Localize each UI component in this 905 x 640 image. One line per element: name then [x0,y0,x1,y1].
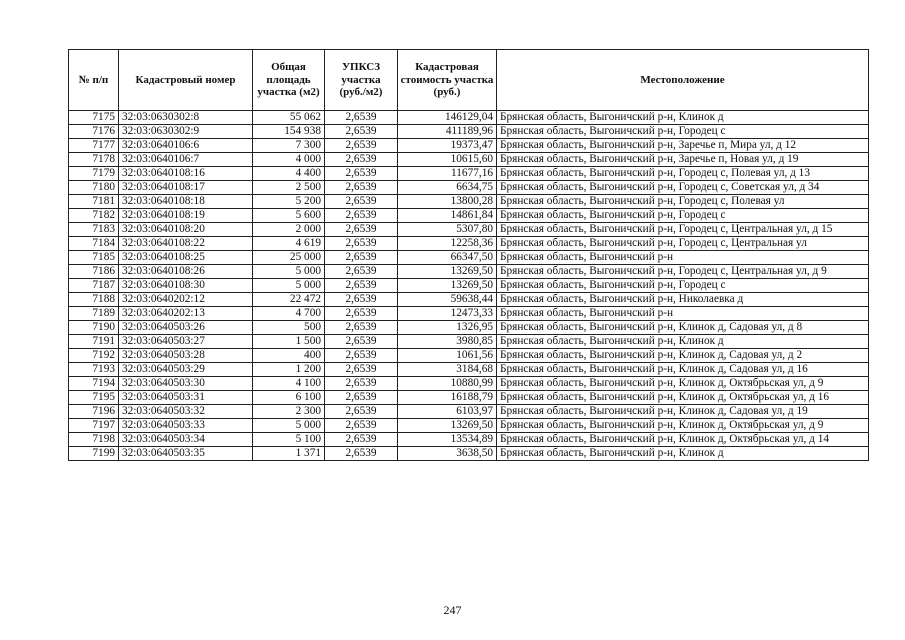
location-value: Брянская область, Выгоничский р-н, Заречье п, Новая ул, д 19 [497,153,869,167]
cadastral-number: 32:03:0640503:30 [119,377,253,391]
rate-value: 2,6539 [325,111,398,125]
area-value: 4 400 [253,167,325,181]
row-number: 7197 [69,419,119,433]
row-number: 7195 [69,391,119,405]
location-value: Брянская область, Выгоничский р-н, Клинок д, Садовая ул, д 16 [497,363,869,377]
header-area: Общая площадь участка (м2) [253,50,325,111]
rate-value: 2,6539 [325,405,398,419]
cadastral-number: 32:03:0640108:20 [119,223,253,237]
rate-value: 2,6539 [325,209,398,223]
cost-value: 1326,95 [398,321,497,335]
area-value: 4 619 [253,237,325,251]
row-number: 7196 [69,405,119,419]
table-row [69,111,869,125]
row-number: 7176 [69,125,119,139]
table-row [69,209,869,223]
location-value: Брянская область, Выгоничский р-н, Клинок д [497,447,869,461]
cadastral-number: 32:03:0640108:22 [119,237,253,251]
location-value: Брянская область, Выгоничский р-н, Клинок д, Садовая ул, д 19 [497,405,869,419]
rate-value: 2,6539 [325,237,398,251]
row-number: 7178 [69,153,119,167]
cost-value: 16188,79 [398,391,497,405]
cadastral-number: 32:03:0630302:9 [119,125,253,139]
cadastral-number: 32:03:0640503:33 [119,419,253,433]
cadastral-number: 32:03:0640503:31 [119,391,253,405]
cost-value: 6634,75 [398,181,497,195]
cost-value: 12473,33 [398,307,497,321]
row-number: 7193 [69,363,119,377]
row-number: 7182 [69,209,119,223]
location-value: Брянская область, Выгоничский р-н, Городец с, Советская ул, д 34 [497,181,869,195]
rate-value: 2,6539 [325,349,398,363]
row-number: 7190 [69,321,119,335]
cost-value: 12258,36 [398,237,497,251]
table-row [69,153,869,167]
location-value: Брянская область, Выгоничский р-н, Клинок д, Октябрьская ул, д 14 [497,433,869,447]
location-value: Брянская область, Выгоничский р-н, Клинок д, Садовая ул, д 2 [497,349,869,363]
cost-value: 146129,04 [398,111,497,125]
header-location: Местоположение [497,50,869,111]
location-value: Брянская область, Выгоничский р-н, Городец с [497,279,869,293]
row-number: 7181 [69,195,119,209]
row-number: 7199 [69,447,119,461]
area-value: 400 [253,349,325,363]
cost-value: 3980,85 [398,335,497,349]
row-number: 7184 [69,237,119,251]
area-value: 154 938 [253,125,325,139]
cadastral-number: 32:03:0640503:26 [119,321,253,335]
location-value: Брянская область, Выгоничский р-н, Городец с, Центральная ул, д 9 [497,265,869,279]
table-row [69,377,869,391]
rate-value: 2,6539 [325,335,398,349]
area-value: 1 371 [253,447,325,461]
area-value: 55 062 [253,111,325,125]
rate-value: 2,6539 [325,251,398,265]
header-row [69,50,869,111]
area-value: 4 700 [253,307,325,321]
cadastral-number: 32:03:0640503:35 [119,447,253,461]
location-value: Брянская область, Выгоничский р-н [497,251,869,265]
cadastral-number: 32:03:0640503:27 [119,335,253,349]
cost-value: 19373,47 [398,139,497,153]
cadastral-number: 32:03:0640106:6 [119,139,253,153]
area-value: 6 100 [253,391,325,405]
cost-value: 6103,97 [398,405,497,419]
row-number: 7186 [69,265,119,279]
row-number: 7177 [69,139,119,153]
cost-value: 3184,68 [398,363,497,377]
cadastral-number: 32:03:0640503:29 [119,363,253,377]
table-row [69,251,869,265]
location-value: Брянская область, Выгоничский р-н, Городец с, Центральная ул, д 15 [497,223,869,237]
row-number: 7189 [69,307,119,321]
table-row [69,433,869,447]
area-value: 5 200 [253,195,325,209]
rate-value: 2,6539 [325,447,398,461]
cadastral-number: 32:03:0640202:13 [119,307,253,321]
table-row [69,237,869,251]
cadastral-number: 32:03:0640108:17 [119,181,253,195]
area-value: 2 000 [253,223,325,237]
table-row [69,447,869,461]
cost-value: 59638,44 [398,293,497,307]
cadastral-number: 32:03:0640108:26 [119,265,253,279]
area-value: 5 000 [253,265,325,279]
rate-value: 2,6539 [325,279,398,293]
row-number: 7191 [69,335,119,349]
row-number: 7179 [69,167,119,181]
cadastral-number: 32:03:0640503:32 [119,405,253,419]
area-value: 1 500 [253,335,325,349]
area-value: 22 472 [253,293,325,307]
page-number: 247 [443,603,462,617]
cost-value: 1061,56 [398,349,497,363]
area-value: 5 000 [253,279,325,293]
cadastral-number: 32:03:0640108:18 [119,195,253,209]
cost-value: 10880,99 [398,377,497,391]
row-number: 7183 [69,223,119,237]
rate-value: 2,6539 [325,265,398,279]
table-row [69,279,869,293]
area-value: 1 200 [253,363,325,377]
cost-value: 14861,84 [398,209,497,223]
location-value: Брянская область, Выгоничский р-н, Клинок д, Октябрьская ул, д 9 [497,377,869,391]
table-row [69,181,869,195]
table-row [69,391,869,405]
header-cost: Кадастровая стоимость участка (руб.) [398,50,497,111]
cost-value: 66347,50 [398,251,497,265]
rate-value: 2,6539 [325,307,398,321]
area-value: 5 100 [253,433,325,447]
cadastral-number: 32:03:0640108:19 [119,209,253,223]
row-number: 7192 [69,349,119,363]
location-value: Брянская область, Выгоничский р-н, Городец с, Полевая ул [497,195,869,209]
table-row [69,405,869,419]
rate-value: 2,6539 [325,433,398,447]
cost-value: 13534,89 [398,433,497,447]
rate-value: 2,6539 [325,321,398,335]
row-number: 7198 [69,433,119,447]
location-value: Брянская область, Выгоничский р-н, Городец с [497,209,869,223]
rate-value: 2,6539 [325,167,398,181]
rate-value: 2,6539 [325,181,398,195]
row-number: 7175 [69,111,119,125]
rate-value: 2,6539 [325,293,398,307]
location-value: Брянская область, Выгоничский р-н, Клинок д, Октябрьская ул, д 16 [497,391,869,405]
cost-value: 13269,50 [398,265,497,279]
location-value: Брянская область, Выгоничский р-н, Городец с, Полевая ул, д 13 [497,167,869,181]
row-number: 7185 [69,251,119,265]
area-value: 25 000 [253,251,325,265]
table-row [69,335,869,349]
table-row [69,363,869,377]
location-value: Брянская область, Выгоничский р-н, Клинок д, Садовая ул, д 8 [497,321,869,335]
table-row [69,223,869,237]
rate-value: 2,6539 [325,391,398,405]
rate-value: 2,6539 [325,125,398,139]
area-value: 4 000 [253,153,325,167]
location-value: Брянская область, Выгоничский р-н, Заречье п, Мира ул, д 12 [497,139,869,153]
table-row [69,307,869,321]
cadastral-table [68,49,869,461]
cost-value: 13800,28 [398,195,497,209]
table-row [69,321,869,335]
table-row [69,419,869,433]
table-row [69,195,869,209]
cadastral-number: 32:03:0640202:12 [119,293,253,307]
cadastral-number: 32:03:0640108:30 [119,279,253,293]
area-value: 7 300 [253,139,325,153]
table-row [69,265,869,279]
area-value: 2 300 [253,405,325,419]
location-value: Брянская область, Выгоничский р-н, Городец с, Центральная ул [497,237,869,251]
location-value: Брянская область, Выгоничский р-н, Городец с [497,125,869,139]
cost-value: 3638,50 [398,447,497,461]
location-value: Брянская область, Выгоничский р-н, Николаевка д [497,293,869,307]
table-row [69,349,869,363]
cadastral-number: 32:03:0640108:25 [119,251,253,265]
header-num: № п/п [69,50,119,111]
cadastral-number: 32:03:0640106:7 [119,153,253,167]
cost-value: 11677,16 [398,167,497,181]
row-number: 7180 [69,181,119,195]
location-value: Брянская область, Выгоничский р-н, Клинок д [497,335,869,349]
rate-value: 2,6539 [325,363,398,377]
table-row [69,293,869,307]
area-value: 5 000 [253,419,325,433]
location-value: Брянская область, Выгоничский р-н, Клинок д [497,111,869,125]
cost-value: 5307,80 [398,223,497,237]
location-value: Брянская область, Выгоничский р-н [497,307,869,321]
cadastral-number: 32:03:0640108:16 [119,167,253,181]
rate-value: 2,6539 [325,153,398,167]
rate-value: 2,6539 [325,377,398,391]
row-number: 7188 [69,293,119,307]
cadastral-number: 32:03:0630302:8 [119,111,253,125]
area-value: 500 [253,321,325,335]
rate-value: 2,6539 [325,419,398,433]
header-cadastral-number: Кадастровый номер [119,50,253,111]
cost-value: 411189,96 [398,125,497,139]
cost-value: 13269,50 [398,279,497,293]
area-value: 4 100 [253,377,325,391]
header-rate: УПКСЗ участка (руб./м2) [325,50,398,111]
rate-value: 2,6539 [325,195,398,209]
cadastral-number: 32:03:0640503:28 [119,349,253,363]
cost-value: 13269,50 [398,419,497,433]
row-number: 7187 [69,279,119,293]
cadastral-number: 32:03:0640503:34 [119,433,253,447]
table-row [69,167,869,181]
row-number: 7194 [69,377,119,391]
area-value: 2 500 [253,181,325,195]
rate-value: 2,6539 [325,139,398,153]
cost-value: 10615,60 [398,153,497,167]
table-row [69,139,869,153]
table-body [69,111,869,461]
rate-value: 2,6539 [325,223,398,237]
table-row [69,125,869,139]
location-value: Брянская область, Выгоничский р-н, Клинок д, Октябрьская ул, д 9 [497,419,869,433]
area-value: 5 600 [253,209,325,223]
